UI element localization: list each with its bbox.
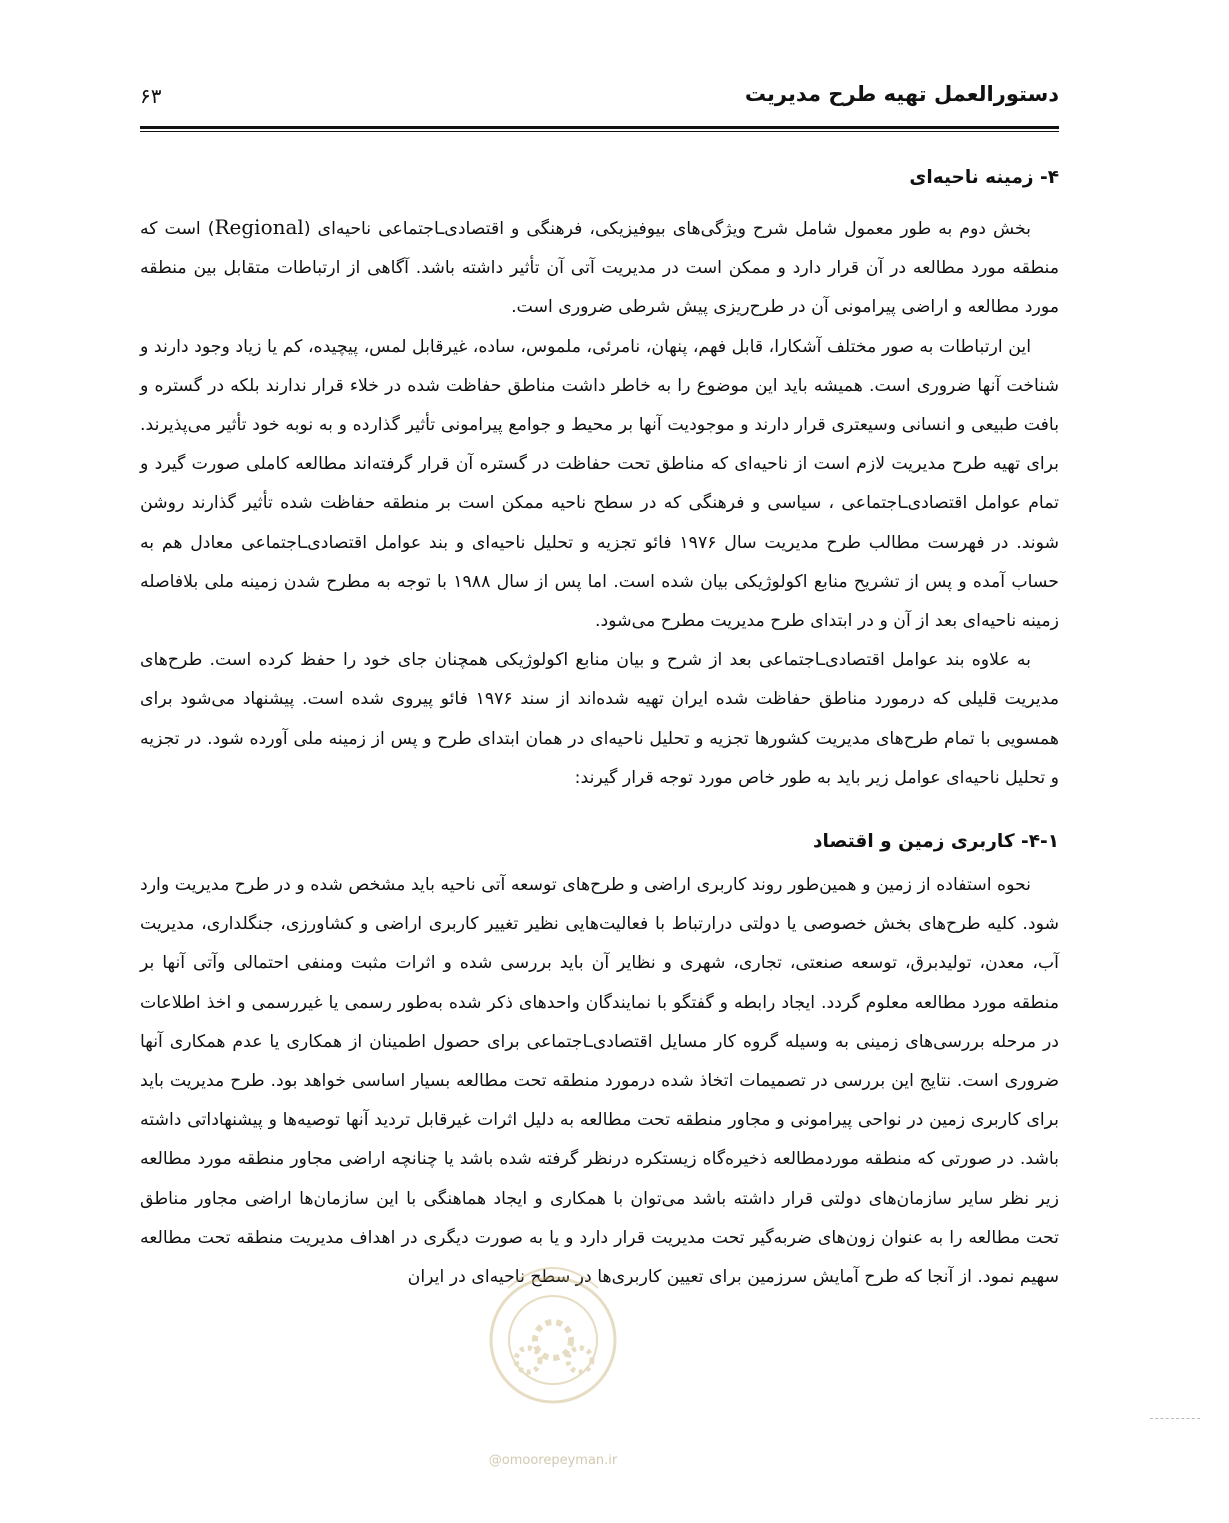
header-rule bbox=[140, 126, 1059, 132]
paragraph-text: ) است که منطقه مورد مطالعه در آن قرار دارد و ممکن است در مدیریت آتی آن تأثیر داشته باشد. آگاهی از ارتباطات متقابل بین منطقه مورد مطالعه و اراضی پیرامونی آن در طرح‌ریزی پیش شرطی ضروری است. bbox=[140, 219, 1059, 318]
margin-mark bbox=[1150, 1418, 1200, 1419]
latin-term: Regional bbox=[214, 215, 304, 239]
page-body bbox=[140, 160, 1059, 1297]
section-heading: ۴- زمینه ناحیه‌ای bbox=[909, 167, 1059, 188]
subsection-paragraph-1: نحوه استفاده از زمین و همین‌طور روند کاربری اراضی و طرح‌های توسعه آتی ناحیه باید مشخص شده و در طرح مدیریت وارد شود. کلیه طرح‌های بخش خصوصی یا دولتی درارتباط با فعالیت‌هایی نظیر تغییر کاربری اراضی و کشاورزی، جنگلداری، مدیریت آب، معدن، تولیدبرق، توسعه صنعتی، تجاری، شهری و نظایر آن باید بررسی شده و اثرات مثبت ومنفی احتمالی وآتی آنها بر منطقه مورد مطالعه معلوم گردد. ایجاد رابطه و گفتگو با نمایندگان واحدهای ذکر شده به‌طور رسمی یا غیررسمی و اخذ اطلاعات در مرحله بررسی‌های زمینی به وسیله گروه کار مسایل اقتصادی‌ـاجتماعی برای حصول اطمینان از همکاری یا عدم همکاری آنها ضروری است. نتایج این بررسی در تصمیمات اتخاذ شده درمورد منطقه تحت مطالعه بسیار اساسی خواهد بود. طرح مدیریت باید برای کاربری زمین در نواحی پیرامونی و مجاور منطقه تحت مطالعه به دلیل اثرات غیرقابل تردید آنها توصیه‌ها و پیشنهاداتی داشته باشد. در صورتی که منطقه موردمطالعه ذخیره‌گاه زیستکره درنظر گرفته شده باشد یا چنانچه اراضی مجاور منطقه مورد مطالعه زیر نظر سایر سازمان‌های دولتی قرار داشته باشد می‌توان با همکاری و ایجاد هماهنگی با این سازمان‌ها اراضی مجاور مناطق تحت مطالعه را به عنوان زون‌های ضربه‌گیر تحت مدیریت قرار دارد و یا به صورت دیگری در اهداف مدیریت منطقه تحت مطالعه سهیم نمود. از آنجا که طرح آمایش سرزمین برای تعیین کاربری‌ها در سطح ناحیه‌ای در ایران bbox=[140, 875, 1059, 1288]
page-number: ۶۳ bbox=[140, 84, 162, 108]
section-paragraph-1 bbox=[140, 208, 1059, 328]
paragraph-text: بخش دوم به طور معمول شامل شرح ویژگی‌های بیوفیزیکی، فرهنگی و اقتصادی‌ـاجتماعی ناحیه‌ای ( bbox=[303, 219, 1031, 239]
page-header bbox=[140, 82, 1059, 116]
subsection-heading: ۴-۱- کاربری زمین و اقتصاد bbox=[813, 831, 1059, 853]
section-paragraph-3: به علاوه بند عوامل اقتصادی‌ـاجتماعی بعد از شرح و بیان منابع اکولوژیکی همچنان جای خود را حفظ کرده است. طرح‌های مدیریت قلیلی که درمورد مناطق حفاظت شده ایران تهیه شده‌اند از سند ۱۹۷۶ فائو پیروی شده است. پیشنهاد می‌شود برای همسویی با تمام طرح‌های مدیریت کشورها تجزیه و تحلیل ناحیه‌ای در همان ابتدای طرح و پس از زمینه ملی آورده شود. در تجزیه و تحلیل ناحیه‌ای عوامل زیر باید به طور خاص مورد توجه قرار گیرند: bbox=[140, 650, 1059, 788]
section-paragraph-2: این ارتباطات به صور مختلف آشکارا، قابل فهم، پنهان، نامرئی، ملموس، ساده، غیرقابل لمس، پیچیده، کم یا زیاد وجود دارند و شناخت آنها ضروری است. همیشه باید این موضوع را به خاطر داشت مناطق حفاظت شده در خلاء قرار ندارند بلکه در گستره و بافت طبیعی و انسانی وسیعتری قرار دارند و موجودیت آنها بر محیط و جوامع پیرامونی تأثیر گذارده و به نوبه خود تأثیر می‌پذیرند. برای تهیه طرح مدیریت لازم است از ناحیه‌ای که مناطق تحت حفاظت در گستره آن قرار گرفته‌اند مطالعه کاملی صورت گیرد و تمام عوامل اقتصادی‌ـاجتماعی ، سیاسی و فرهنگی که در سطح ناحیه ممکن است بر منطقه حفاظت شده تأثیر گذارند روشن شوند. در فهرست مطالب طرح مدیریت سال ۱۹۷۶ فائو تجزیه و تحلیل ناحیه‌ای و بند عوامل اقتصادی‌ـاجتماعی معادل هم به حساب آمده و پس از تشریح منابع اکولوژیکی بیان شده است. اما پس از سال ۱۹۸۸ با توجه به مطرح شدن زمینه ملی بلافاصله زمینه ناحیه‌ای بعد از آن و در ابتدای طرح مدیریت مطرح می‌شود. bbox=[140, 336, 1059, 632]
watermark-text: @omoorepeyman.ir bbox=[488, 1453, 618, 1468]
running-title: دستورالعمل تهیه طرح مدیریت bbox=[744, 82, 1059, 106]
